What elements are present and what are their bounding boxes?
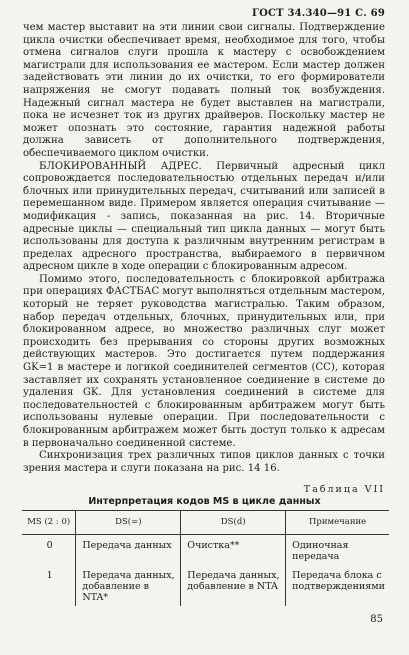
col-header-note: Примечание	[286, 511, 389, 535]
table-header-row	[22, 511, 389, 535]
cell-ms: 0	[46, 540, 53, 551]
cell-note: Передача блока с подтверждениями	[286, 565, 389, 606]
col-header-ds-eq: DS(=)	[76, 511, 181, 535]
paragraph-3: Помимо этого, последовательность с блокировкой арбитража при операциях ФАСТБАС могут выполняться отдельным мастером, который не теряет руководства магистралью. Таким образом, набор передач отдельных, блочных, принудительных или, при блокированном адресе, во множество различных слуг может происходить без прерывания со стороны других возможных действующих мастеров. Это достигается путем поддержания GK=1 в мастере и логикой соединителей сегментов (СС), которая заставляет их сохранять установленное соединение в системе до удаления GK. Для установления соединений в системе для последовательностей с блокированным арбитражем могут быть использованы нулевые операции. При последовательности с блокированным арбитражем может быть доступ только к адресам в первоначально соединенной системе.	[23, 273, 385, 449]
page-header: ГОСТ 34.340—91 С. 69	[251, 8, 385, 19]
cell-ds-d: Очистка**	[181, 535, 286, 566]
cell-ds-eq: Передача данных, добавление в NTA*	[76, 565, 181, 606]
paragraph-1: чем мастер выставит на эти линии свои сигналы. Подтверждение цикла очистки обеспечивает время, необходимое для того, чтобы отмена сигналов слуги прошла к мастеру с освобождением магистрали для использования ее мастером. Если мастер должен задействовать эти линии до их очистки, то его формирователи напряжения не смогут подавать полный ток возбуждения. Надежный сигнал мастера не будет выставлен на магистрали, пока не исчезнет ток из других драйверов. Поскольку мастер не может опознать это состояние, гарантия надежной работы должна зависеть от дополнительного подтверждения, обеспечиваемого циклом очистки.	[23, 22, 385, 159]
cell-note: Одиночная передача	[286, 535, 389, 566]
cell-ds-d: Передача данных, добавление в NTA	[181, 565, 286, 606]
table-row	[22, 535, 389, 566]
cell-ms: 1	[46, 570, 53, 581]
paragraph-4: Синхронизация трех различных типов циклов данных с точки зрения мастера и слуги показана на рис. 14 16.	[23, 450, 385, 474]
paragraph-2: БЛОКИРОВАННЫЙ АДРЕС. Первичный адресный цикл сопровождается последовательностью отдельных передач и/или блочных или принудительных передач, считываний или записей в перемешанном виде. Примером является операция считывание — модификация - запись, показанная на рис. 14. Вторичные адресные циклы — специальный тип цикла данных — могут быть использованы для доступа к различным внутренним регистрам в пределах адресного пространства, выбираемого в первичном адресном цикле в ходе операции с блокированным адресом.	[23, 160, 385, 273]
page-number: 85	[370, 614, 383, 625]
table-reference: Таблица VII	[303, 484, 385, 495]
col-header-ds-d: DS(d)	[181, 511, 286, 535]
table-row	[22, 565, 389, 606]
col-header-ms: MS (2 : 0)	[22, 511, 76, 535]
table-title: Интерпретация кодов MS в цикле данных	[88, 496, 321, 507]
body-text	[23, 22, 385, 475]
ms-codes-table	[22, 510, 389, 606]
cell-ds-eq: Передача данных	[76, 535, 181, 566]
